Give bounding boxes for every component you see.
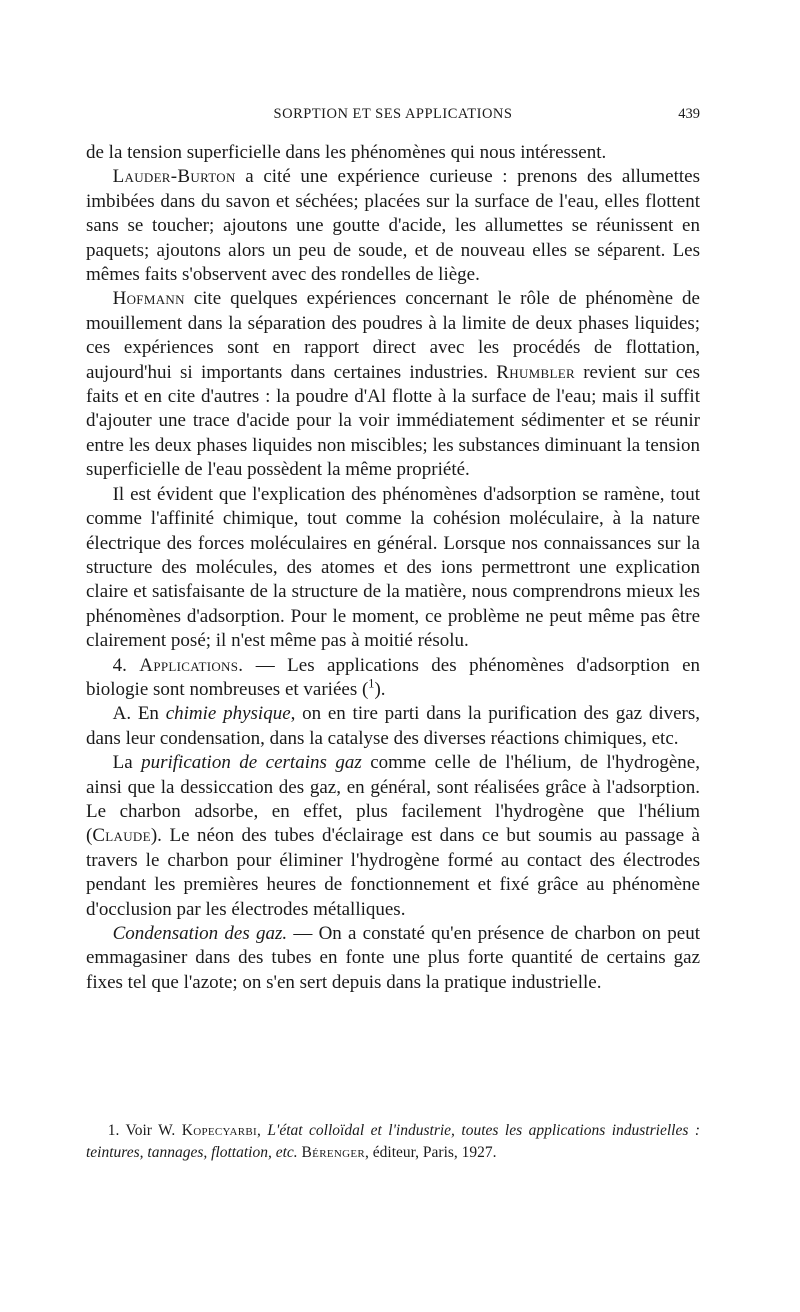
paragraph-condensation bbox=[86, 922, 700, 995]
text-run: a cité une expérience curieuse : prenons des allumettes imbibées dans du savon et séchées; placées sur la surface de l'eau, elles flottent sans se toucher; ajoutons une goutte d'acide, les allumettes se réunissent en paquets; ajoutons alors un peu de soude, et de nouveau elles se séparent. Les mêmes faits s'observent avec des rondelles de liège. bbox=[86, 166, 700, 286]
running-title: SORPTION ET SES APPLICATIONS bbox=[273, 106, 513, 122]
footnotes bbox=[86, 1120, 700, 1164]
text-run: cite quelques expériences concernant le rôle de phénomène de mouillement dans la séparation des poudres à la limite de deux phases liquides; ces expériences sont en rapport direct avec les procédés de flottation, aujourd'hui si importants dans certaines industries. bbox=[86, 288, 700, 383]
text-run: — On a constaté qu'en présence de charbon on peut emmagasiner dans des tubes en fonte une plus forte quantité de certains gaz fixes tel que l'azote; on s'en sert depuis dans la pratique industrielle. bbox=[86, 923, 700, 993]
styled-text: Hofmann bbox=[112, 288, 185, 310]
styled-text: Bérenger bbox=[301, 1144, 366, 1161]
text-run: 1. Voir W. bbox=[107, 1122, 182, 1139]
text-run: de la tension superficielle dans les phénomènes qui nous intéressent. bbox=[86, 142, 607, 163]
text-run: revient sur ces faits et en cite d'autres : la poudre d'Al flotte à la surface de l'eau; mais il suffit d'ajouter une trace d'acide pour la voir immédiatement sédimenter et se réunir entre les deux phases liquides non miscibles; les substances diminuant la tension superficielle de l'eau possèdent la même propriété. bbox=[86, 361, 700, 481]
text-run: A. En bbox=[112, 703, 166, 725]
paragraph-lauder-burton bbox=[86, 165, 700, 287]
text-run: Il est évident que l'explication des phénomènes d'adsorption se ramène, tout comme l'affinité chimique, tout comme la cohésion moléculaire, à la nature électrique des forces moléculaires en général. Lorsque nos connaissances sur la structure des molécules, des atomes et des ions permettront une explication claire et satisfaisante de la structure de la matière, nous comprendrons mieux les phénomènes d'adsorption. Pour le moment, ce problème ne peut même pas être clairement posé; il n'est même pas à moitié résolu. bbox=[86, 483, 700, 652]
styled-text: L'état colloïdal et l'industrie, toutes les applications industrielles : teintures, tannages, flottation, etc. bbox=[86, 1122, 701, 1161]
text-run: , on en tire parti dans la purification des gaz divers, dans leur condensation, dans la catalyse des diverses réactions chimiques, etc. bbox=[86, 703, 701, 749]
styled-text: Condensation des gaz. bbox=[112, 923, 288, 944]
styled-text: purification de certains gaz bbox=[141, 752, 362, 774]
text-run: comme celle de l'hélium, de l'hydrogène, ainsi que la dessiccation des gaz, en général, sont réalisées grâce à l'adsorption. Le charbon adsorbe, en effet, plus facilement l'hydrogène que l'hélium ( bbox=[86, 752, 700, 847]
text-run: ). bbox=[374, 678, 386, 700]
text-run: ). Le néon des tubes d'éclairage est dans ce but soumis au passage à travers le charbon pour éliminer l'hydrogène formé au contact des électrodes pendant les premières heures de fonctionnement et fixé grâce au phénomène d'occlusion par les électrodes métalliques. bbox=[86, 825, 700, 920]
paragraph-applications bbox=[86, 654, 700, 703]
paragraph-continuation bbox=[86, 141, 700, 165]
text-run: , bbox=[257, 1122, 268, 1139]
text-run: — Les applications des phénomènes d'adsorption en biologie sont nombreuses et variées ( bbox=[86, 654, 701, 700]
text-run: 4. bbox=[112, 654, 140, 676]
styled-text: Applications. bbox=[139, 654, 244, 676]
text-run: , éditeur, Paris, 1927. bbox=[365, 1144, 497, 1161]
paragraph-hofmann bbox=[86, 287, 700, 482]
footnote-1 bbox=[86, 1120, 700, 1164]
footnote-ref: 1 bbox=[368, 676, 375, 691]
paragraph-chimie-physique bbox=[86, 702, 700, 751]
body-text bbox=[86, 141, 700, 995]
styled-text: Claude bbox=[92, 825, 151, 847]
running-head bbox=[86, 106, 700, 128]
styled-text: chimie physique bbox=[165, 703, 291, 725]
paragraph-explication bbox=[86, 483, 700, 654]
styled-text: Lauder-Burton bbox=[112, 166, 236, 188]
styled-text: Kopecyarbi bbox=[181, 1122, 258, 1139]
page-number: 439 bbox=[678, 106, 700, 122]
styled-text: Rhumbler bbox=[496, 361, 575, 383]
text-run: La bbox=[112, 752, 142, 774]
paragraph-purification bbox=[86, 751, 700, 922]
